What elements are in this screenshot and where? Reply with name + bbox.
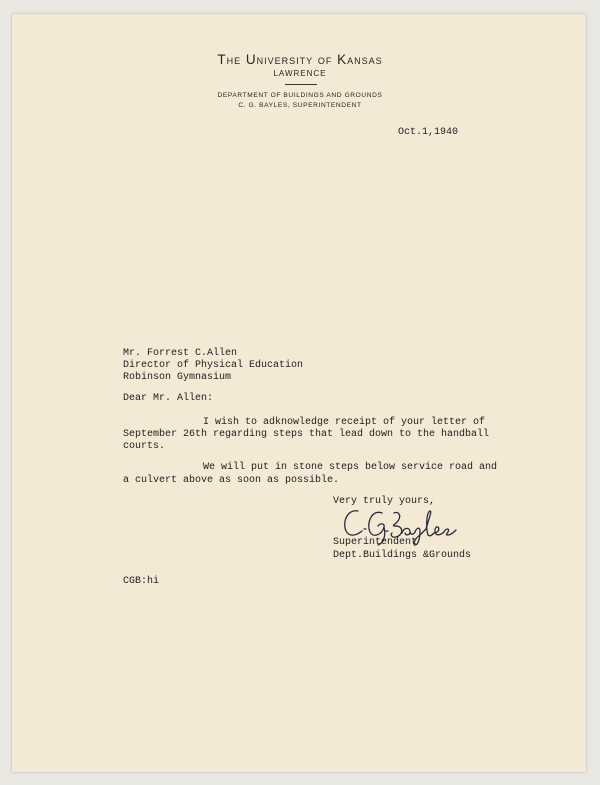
body-line: courts. <box>123 441 166 452</box>
body-line: I wish to adknowledge receipt of your letter of <box>203 417 486 428</box>
signer-department: Dept.Buildings &Grounds <box>333 550 472 561</box>
letterhead-divider <box>285 84 317 85</box>
complimentary-close: Very truly yours, <box>333 496 436 507</box>
letter-sheet <box>12 14 586 772</box>
signer-title: Superintendent <box>333 537 418 548</box>
body-line: a culvert above as soon as possible. <box>123 475 340 486</box>
letterhead-university: The University of Kansas <box>217 52 383 67</box>
letterhead-city: LAWRENCE <box>273 69 327 78</box>
recipient-name: Mr. Forrest C.Allen <box>123 348 238 359</box>
body-line: We will put in stone steps below service road and <box>203 462 498 473</box>
salutation: Dear Mr. Allen: <box>123 393 214 404</box>
recipient-location: Robinson Gymnasium <box>123 372 232 383</box>
letterhead-superintendent: C. G. BAYLES, SUPERINTENDENT <box>238 102 362 109</box>
letterhead-department: DEPARTMENT OF BUILDINGS AND GROUNDS <box>217 92 383 99</box>
reference-initials: CGB:hi <box>123 576 160 587</box>
letter-date: Oct.1,1940 <box>398 127 459 138</box>
recipient-title: Director of Physical Education <box>123 360 304 371</box>
body-line: September 26th regarding steps that lead down to the handball <box>123 429 490 440</box>
